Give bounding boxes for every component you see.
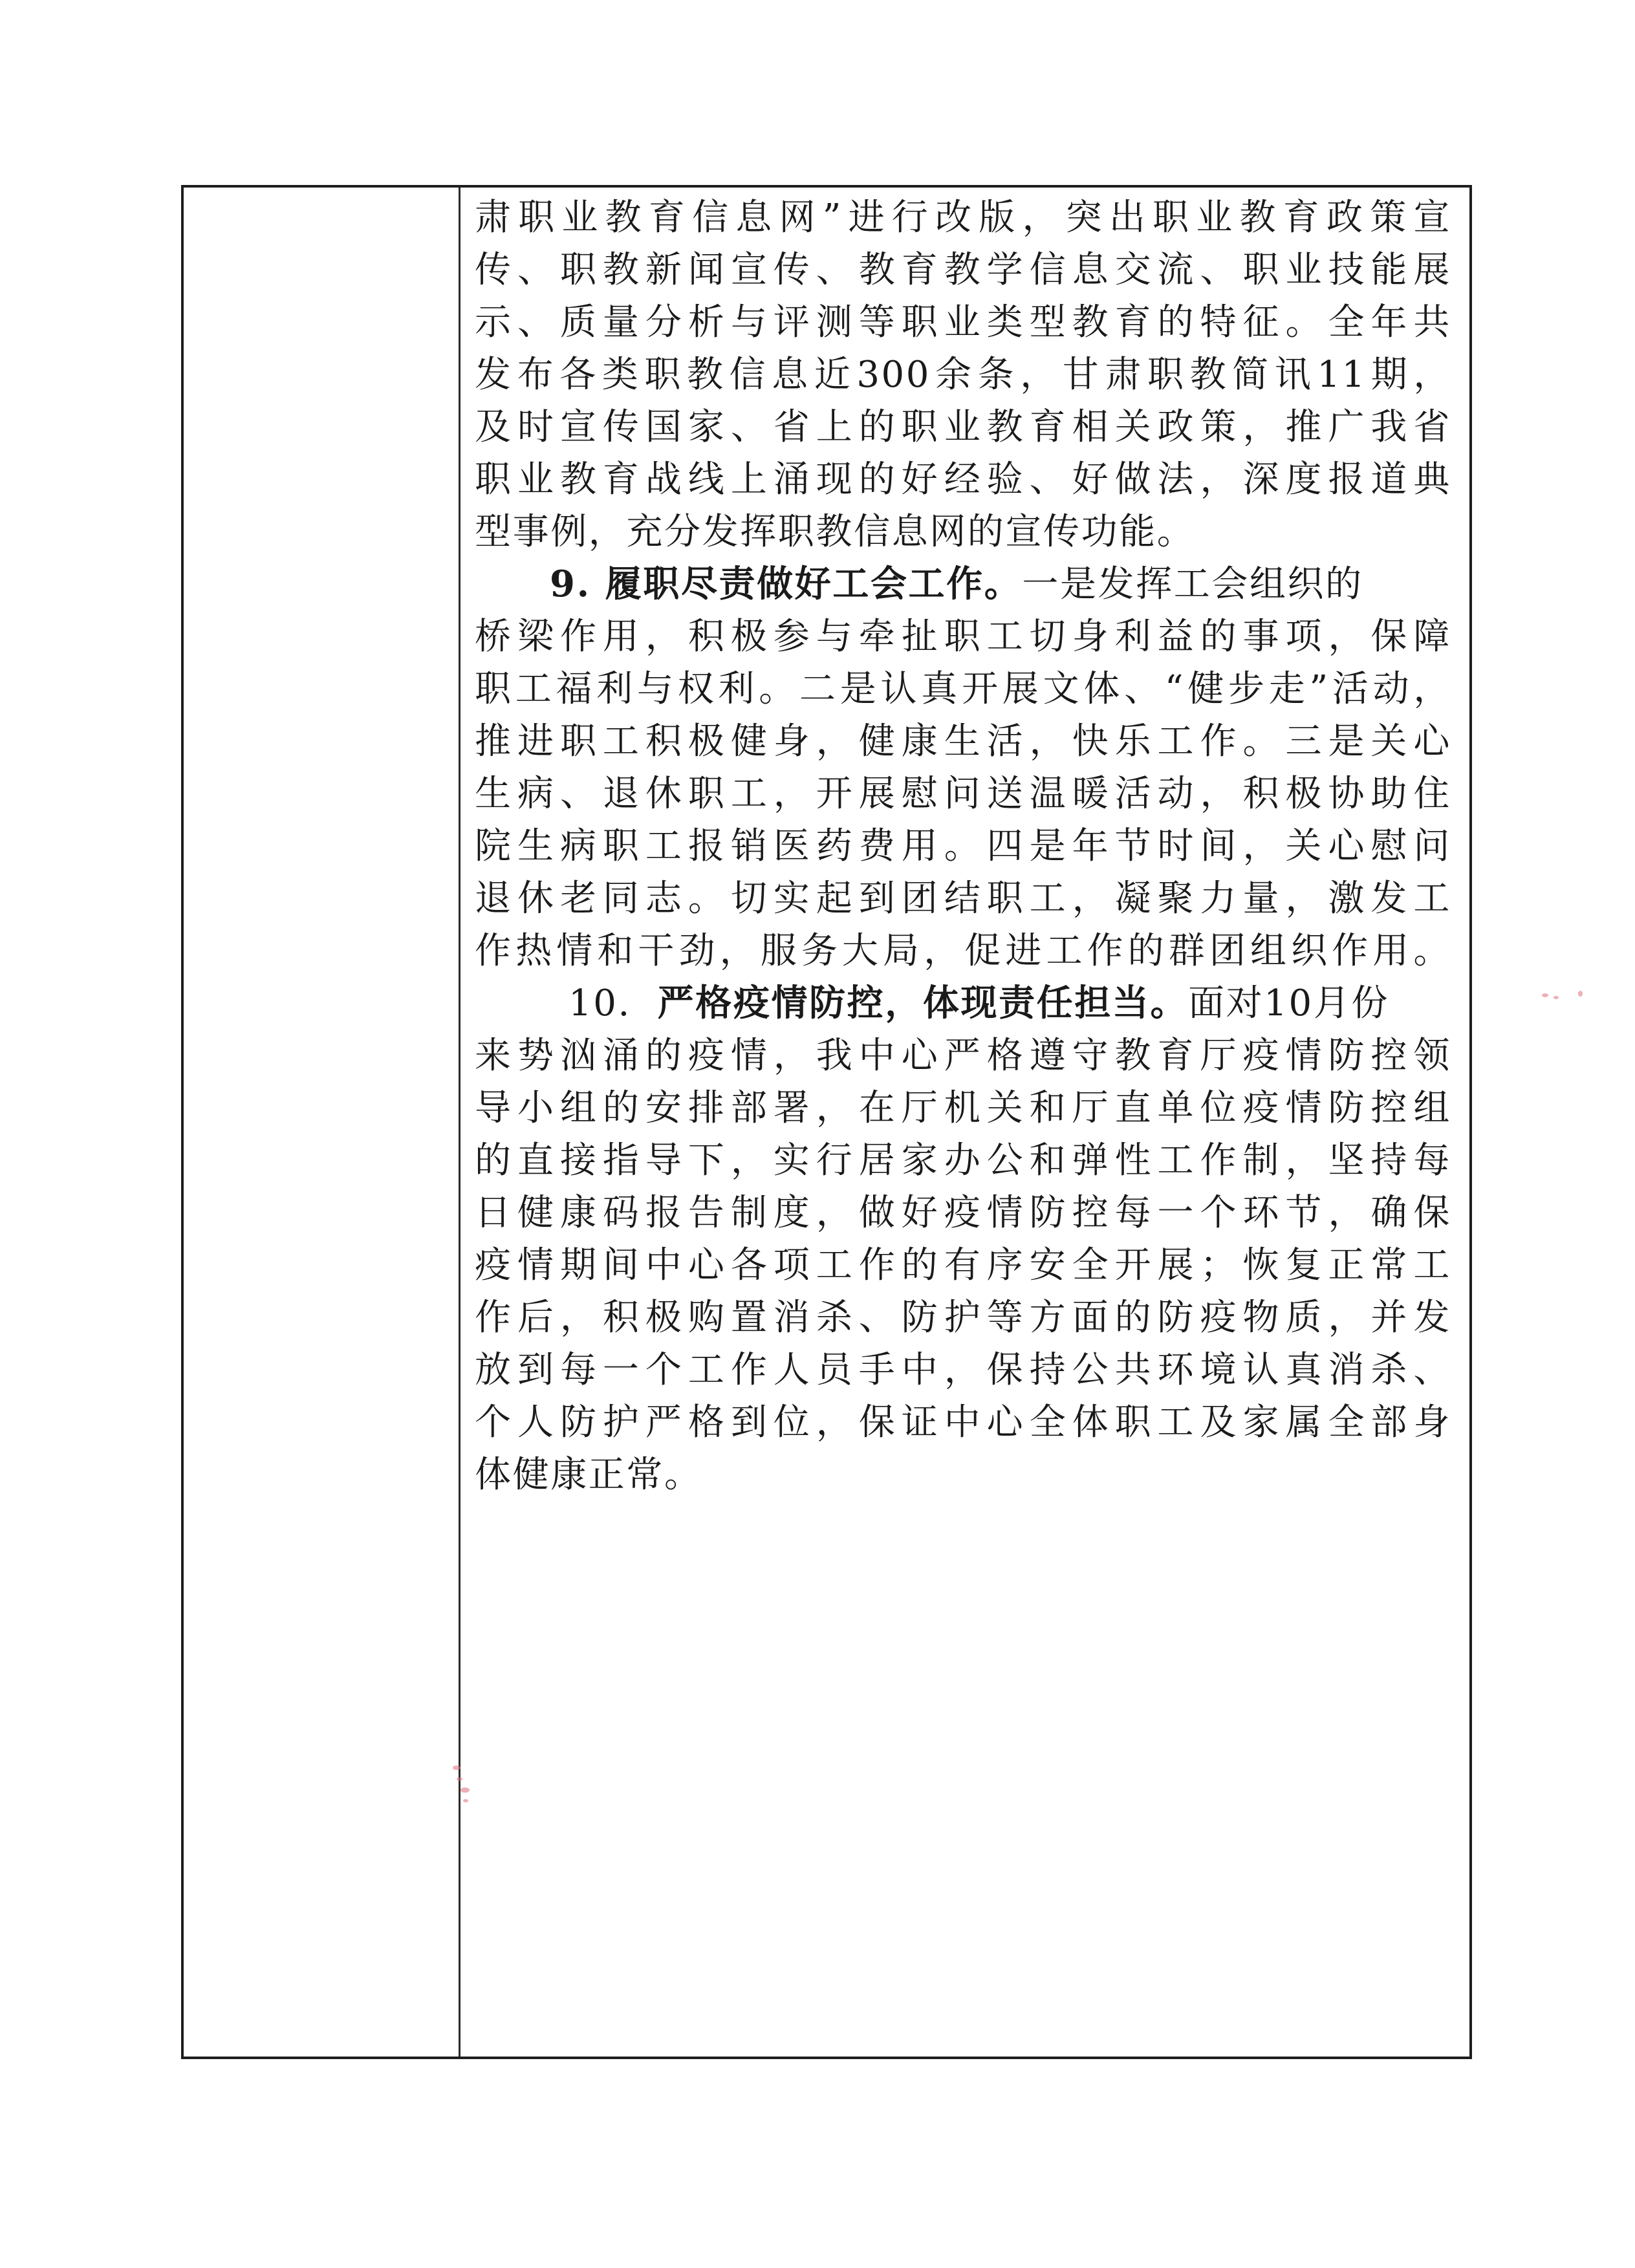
scan-speck <box>460 1787 470 1793</box>
column-divider <box>459 188 460 2057</box>
body-line: 日健康码报告制度，做好疫情防控每一个环节，确保 <box>475 1192 1451 1234</box>
scan-speck <box>1542 993 1548 997</box>
section-lead-text: 一是发挥工会组织的 <box>1022 563 1363 605</box>
scan-speck <box>1578 991 1583 997</box>
body-line: 作后，积极购置消杀、防护等方面的防疫物质，并发 <box>475 1297 1451 1339</box>
report-table <box>181 185 1472 2059</box>
section-heading-line <box>475 977 1451 1030</box>
body-line: 推进职工积极健身，健康生活，快乐工作。三是关心 <box>475 720 1451 762</box>
body-line: 个人防护严格到位，保证中心全体职工及家属全部身 <box>475 1401 1451 1443</box>
body-line: 职工福利与权利。二是认真开展文体、“健步走”活动， <box>475 668 1451 710</box>
body-line: 疫情期间中心各项工作的有序安全开展；恢复正常工 <box>475 1244 1451 1286</box>
body-line: 肃职业教育信息网”进行改版，突出职业教育政策宣 <box>475 197 1451 239</box>
body-line: 传、职教新闻宣传、教育教学信息交流、职业技能展 <box>475 249 1451 291</box>
section-number: 10. <box>568 982 631 1024</box>
section-lead-text: 面对10月份 <box>1188 982 1389 1024</box>
body-line: 发布各类职教信息近300余条，甘肃职教简讯11期， <box>475 354 1451 396</box>
body-line: 导小组的安排部署，在厅机关和厅直单位疫情防控组 <box>475 1087 1451 1129</box>
body-line: 职业教育战线上涌现的好经验、好做法，深度报道典 <box>475 459 1451 501</box>
body-line: 型事例，充分发挥职教信息网的宣传功能。 <box>475 511 1195 553</box>
section-heading: 严格疫情防控，体现责任担当。 <box>657 982 1189 1024</box>
body-line: 的直接指导下，实行居家办公和弹性工作制，坚持每 <box>475 1139 1451 1182</box>
scan-speck <box>453 1766 460 1770</box>
section-heading-line <box>475 558 1451 610</box>
body-line: 放到每一个工作人员手中，保持公共环境认真消杀、 <box>475 1349 1451 1391</box>
body-line: 桥梁作用，积极参与牵扯职工切身利益的事项，保障 <box>475 616 1451 658</box>
body-line: 生病、退休职工，开展慰问送温暖活动，积极协助住 <box>475 773 1451 815</box>
body-line: 退休老同志。切实起到团结职工，凝聚力量，激发工 <box>475 878 1451 920</box>
scan-speck <box>463 1799 468 1802</box>
body-line: 示、质量分析与评测等职业类型教育的特征。全年共 <box>475 301 1451 343</box>
body-line: 及时宣传国家、省上的职业教育相关政策，推广我省 <box>475 406 1451 448</box>
scan-speck <box>1554 996 1559 999</box>
body-line: 作热情和干劲，服务大局，促进工作的群团组织作用。 <box>475 930 1451 972</box>
content-cell <box>475 191 1451 1501</box>
section-heading: 9. 履职尽责做好工会工作。 <box>550 563 1023 605</box>
body-line: 体健康正常。 <box>475 1454 702 1496</box>
scan-speck <box>457 1777 462 1781</box>
body-line: 来势汹涌的疫情，我中心严格遵守教育厅疫情防控领 <box>475 1035 1451 1077</box>
body-line: 院生病职工报销医药费用。四是年节时间，关心慰问 <box>475 825 1451 867</box>
